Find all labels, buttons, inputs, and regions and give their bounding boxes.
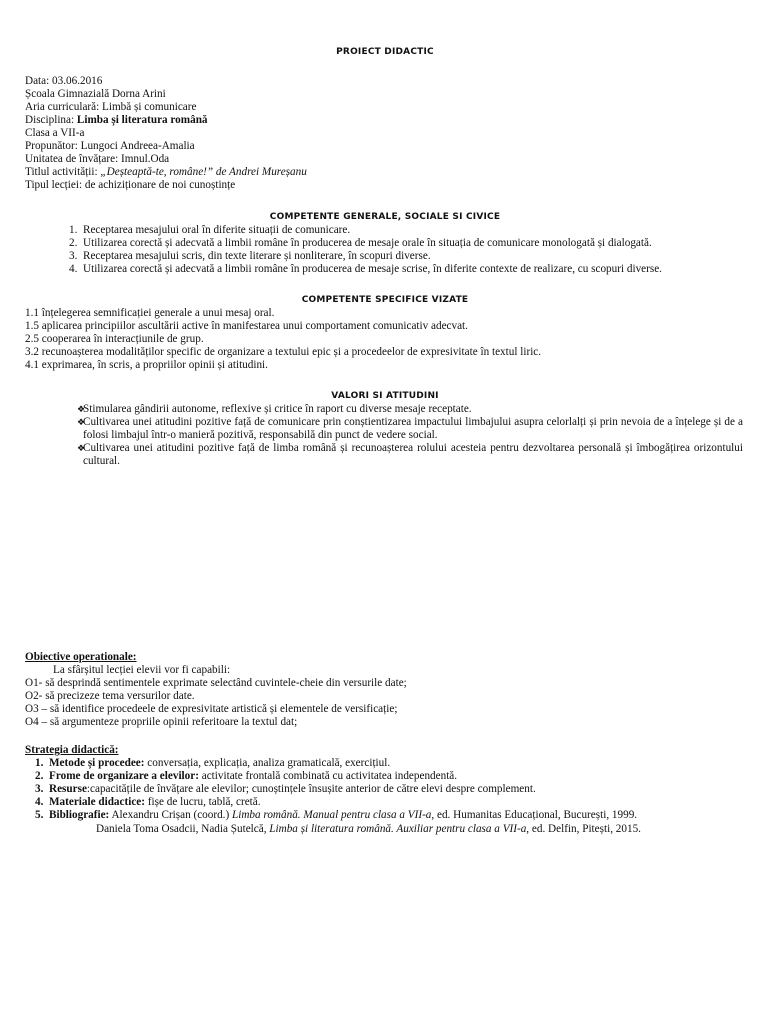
info-discipline-value: Limba și literatura română (76, 114, 208, 126)
bibliography-entry-2 (96, 823, 641, 836)
list-item: Receptarea mesajului oral în diferite situații de comunicare. (83, 224, 351, 236)
values-item: Cultivarea unei atitudini pozitive față de comunicare prin conștientizarea impactului limbajului asupra celorlalți și prin nevoia de a înțelege și de a folosi limbajul într-o manieră pozitivă, responsabilă din punct de vedere social. (83, 416, 743, 441)
objective-item: O4 – să argumenteze propriile opinii referitoare la textul dat; (25, 716, 298, 728)
objectives-intro: La sfârșitul lecției elevii vor fi capabili: (53, 664, 231, 676)
info-unit: Unitatea de învățare: Imnul.Oda (25, 153, 170, 165)
bibliography-label: Bibliografie: (49, 809, 110, 821)
strategy-item-label: Resurse (49, 783, 87, 795)
bibliography-title: Limba română. Manual pentru clasa a VII-a (232, 809, 432, 821)
strategy-number: 4. (35, 796, 44, 808)
strategy-number: 2. (35, 770, 44, 782)
strategy-item-text: fișe de lucru, tablă, cretă. (144, 796, 261, 808)
strategy-item (49, 796, 261, 809)
strategy-number: 3. (35, 783, 44, 795)
specific-competences-heading: COMPETENTE SPECIFICE VIZATE (301, 295, 469, 305)
specific-competence-item: 1.1 înțelegerea semnificației generale a unui mesaj oral. (25, 307, 275, 319)
diamond-bullet-icon: ❖ (77, 404, 86, 414)
document-title: PROIECT DIDACTIC (336, 47, 434, 57)
strategy-item-text: activitate frontală combinată cu activitatea independentă. (198, 770, 458, 782)
bibliography-title: Limba și literatura română. Auxiliar pentru clasa a VII-a (269, 823, 527, 835)
bibliography-author: Alexandru Crișan (coord.) (109, 809, 232, 821)
info-class: Clasa a VII-a (25, 127, 85, 139)
info-lesson-type: Tipul lecției: de achiziționare de noi cunoștințe (25, 179, 236, 191)
strategy-number: 1. (35, 757, 44, 769)
list-number: 1. (69, 224, 78, 236)
objective-item: O3 – să identifice procedeele de expresivitate artistică și elementele de versificație; (25, 703, 398, 715)
strategy-item-text: conversația, explicația, analiza gramaticală, exercițiul. (144, 757, 391, 769)
list-item: Utilizarea corectă și adecvată a limbii române în producerea de mesaje orale în situația de comunicare monologată și dialogată. (83, 237, 652, 249)
strategy-number: 5. (35, 809, 44, 821)
info-date: Data: 03.06.2016 (25, 75, 103, 87)
strategy-item (49, 757, 390, 770)
list-item: Receptarea mesajului scris, din texte literare și nonliterare, în scopuri diverse. (83, 250, 431, 262)
diamond-bullet-icon: ❖ (77, 417, 86, 427)
diamond-bullet-icon: ❖ (77, 443, 86, 453)
info-discipline-label: Disciplina: (25, 114, 77, 126)
bibliography-publisher: , ed. Delfin, Pitești, 2015. (526, 823, 641, 835)
specific-competence-item: 4.1 exprimarea, în scris, a propriilor opinii și atitudini. (25, 359, 268, 371)
bibliography-entry-1 (49, 809, 637, 822)
bibliography-publisher: , ed. Humanitas Educațional, București, 1999. (431, 809, 638, 821)
objectives-heading: Obiective operationale: (25, 651, 137, 663)
objective-item: O2- să precizeze tema versurilor date. (25, 690, 195, 702)
bibliography-author: Daniela Toma Osadcii, Nadia Șutelcă, (96, 823, 270, 835)
info-curricular-area: Aria curriculară: Limbă și comunicare (25, 101, 197, 113)
strategy-item-label: Metode și procedee: (49, 757, 145, 769)
values-heading: VALORI SI ATITUDINI (331, 391, 439, 401)
info-activity-title-label: Titlul activității: (25, 166, 101, 178)
info-discipline (25, 114, 208, 127)
strategy-heading: Strategia didactică: (25, 744, 119, 756)
info-school: Școala Gimnazială Dorna Arini (25, 88, 166, 100)
general-competences-heading: COMPETENTE GENERALE, SOCIALE SI CIVICE (269, 212, 501, 222)
info-proposer: Propunător: Lungoci Andreea-Amalia (25, 140, 195, 152)
list-number: 2. (69, 237, 78, 249)
strategy-item (49, 783, 536, 796)
info-activity-title-value: „Deșteaptă-te, române!” de Andrei Mureșanu (100, 166, 307, 178)
specific-competence-item: 1.5 aplicarea principiilor ascultării active în manifestarea unui comportament comunicativ adecvat. (25, 320, 468, 332)
objective-item: O1- să desprindă sentimentele exprimate selectând cuvintele-cheie din versurile date; (25, 677, 407, 689)
strategy-item-text: :capacitățile de învățare ale elevilor; cunoștințele însușite anterior de către elevi despre complement. (86, 783, 536, 795)
list-item: Utilizarea corectă și adecvată a limbii române în producerea de mesaje scrise, în diferite contexte de realizare, cu scopuri diverse. (83, 263, 662, 275)
info-activity-title (25, 166, 307, 179)
specific-competence-item: 2.5 cooperarea în interacțiunile de grup. (25, 333, 204, 345)
specific-competence-item: 3.2 recunoașterea modalităților specific de organizare a textului epic și a procedeelor de expresivitate în textul liric. (25, 346, 542, 358)
strategy-item (49, 770, 457, 783)
values-item: Cultivarea unei atitudini pozitive față de limba română și recunoașterea rolului acesteia pentru dezvoltarea personală și îmbogățirea orizontului cultural. (83, 442, 743, 467)
values-item: Stimularea gândirii autonome, reflexive și critice în raport cu diverse mesaje receptate. (83, 403, 472, 415)
list-number: 4. (69, 263, 78, 275)
list-number: 3. (69, 250, 78, 262)
strategy-item-label: Frome de organizare a elevilor: (49, 770, 199, 782)
strategy-item-label: Materiale didactice: (49, 796, 145, 808)
